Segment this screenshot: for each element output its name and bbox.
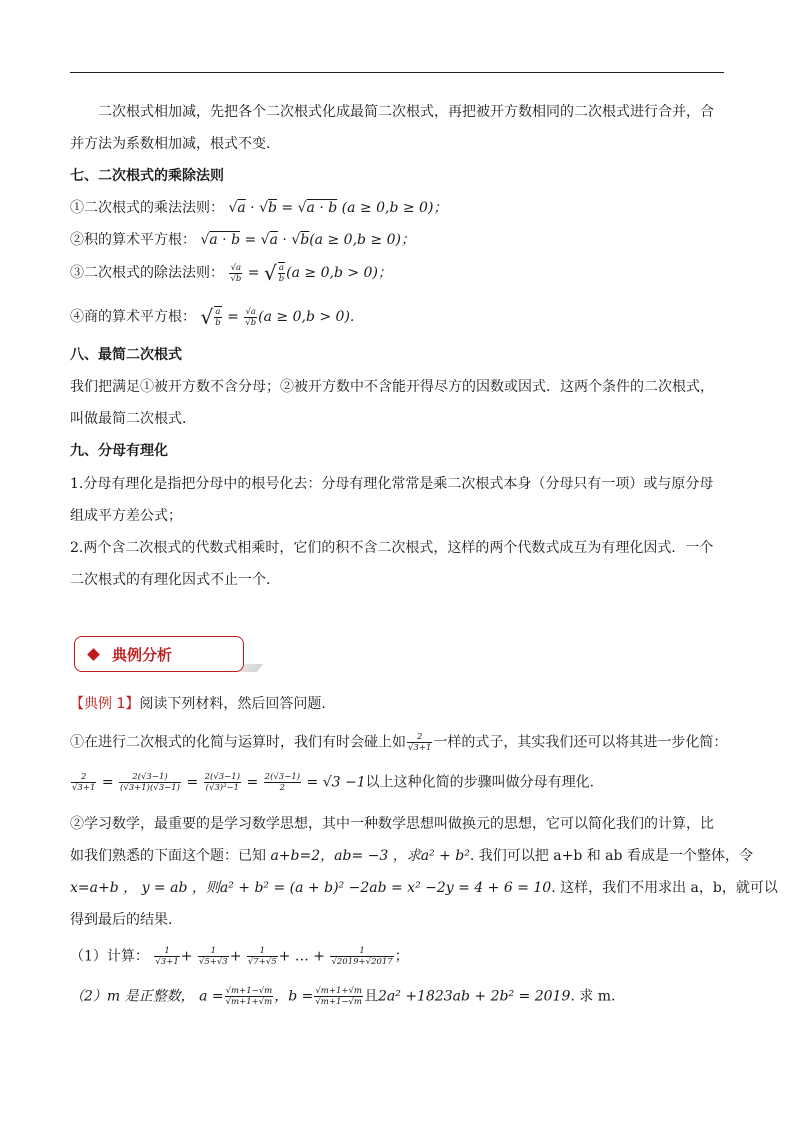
fraction: $\frac{√a}{√b}$ [230,262,242,284]
rule-quotient-root: ④商的算术平方根： √ $\frac{a}{b}$ = $\frac{√a}{√b}$ (a ≥ 0,b > 0). [70,305,355,329]
fraction: $\frac{1}{√5+√3}$ [198,946,228,967]
text: （2）m 是正整数， a = [70,988,224,1005]
rule-division: ③二次根式的除法法则： $\frac{√a}{√b}$ = √ $\frac{a}{b}$ (a ≥ 0,b > 0)； [70,261,392,285]
paragraph-line: 2.两个含二次根式的代数式相乘时，它们的积不含二次根式，这样的两个代数式成互为有理化因式．一个 [70,540,714,556]
text: . 这样，我们不用求出 a，b，就可以 [551,880,778,896]
fraction: $\frac{2(√3-1)}{(√3+1)(√3-1)}$ [120,772,180,793]
formula: a² + b² = (a + b)² −2ab = x² −2y = 4 + 6 = 10 [219,880,552,896]
paragraph-line: ②学习数学，最重要的是学习数学思想，其中一种数学思想叫做换元的思想，它可以简化我们的计算，比 [70,816,714,832]
condition: (a ≥ 0,b > 0)； [286,265,392,281]
example-header-label: 典例分析 [112,645,173,664]
fraction: $\frac{√m+1+√m}{√m+1-√m}$ [315,986,362,1007]
rule-multiplication [70,198,724,218]
question-label: （1）计算： [70,948,149,965]
text: 如我们熟悉的下面这个题：已知 [70,848,271,864]
example-intro-text: 阅读下列材料，然后回答问题. [139,696,326,712]
rule-label: ④商的算术平方根： [70,309,196,325]
text: . 求 m. [570,988,616,1005]
rule-label: ②积的算术平方根： [70,232,196,248]
text: 一样的式子，其实我们还可以将其进一步化简： [433,734,728,751]
formula: a² + b² [420,848,470,864]
fraction: $\frac{2(√3-1)}{2}$ [264,772,301,793]
question-1: （1）计算： $\frac{1}{√3+1}$ + $\frac{1}{√5+√3}$ + $\frac{1}{√7+√5}$ + … + $\frac{1}{√2019+√2017}$ ； [70,946,409,967]
material-2-line [70,846,753,866]
formula: √a · b = √a · √b [200,232,310,248]
example-intro [70,694,724,714]
fraction: $\frac{1}{√2019+√2017}$ [331,946,393,967]
paragraph-line: 我们把满足①被开方数不含分母；②被开方数中不含能开得尽方的因数或因式．这两个条件的二次根式， [70,379,714,395]
fraction: $\frac{2(√3-1)}{\text{(√3)²−1}}$ [204,772,241,793]
text: 以上这种化简的步骤叫做分母有理化. [365,774,595,791]
rule-label: ③二次根式的除法法则： [70,265,224,281]
section-heading: 九、分母有理化 [70,443,168,459]
paragraph-line: 并方法为系数相加减，根式不变. [70,136,271,152]
text: ，b = [274,988,314,1005]
text: . 我们可以把 a+b 和 ab 看成是一个整体，令 [469,848,753,864]
paragraph-line: 得到最后的结果. [70,912,173,928]
paragraph-line: 叫做最简二次根式. [70,411,187,427]
formula: √a · √b = √a · b [228,200,338,216]
paragraph-line: 二次根式的有理化因式不止一个. [70,572,271,588]
fraction: $\frac{√m+1-√m}{√m+1+√m}$ [225,986,273,1007]
fraction: $\frac{1}{√3+1}$ [155,946,179,967]
result: √3 −1 [322,774,366,791]
material-2-line [70,878,778,898]
fraction: $\frac{a}{b}$ [278,263,285,284]
formula: a+b=2，ab= −3 ，求 [270,848,421,864]
example-tag: 【典例 1】 [70,696,140,712]
condition: (a ≥ 0,b ≥ 0)； [341,200,448,216]
diamond-icon [87,648,100,661]
material-1 [70,732,728,753]
question-2 [70,986,724,1007]
paragraph-line: 组成平方差公式； [70,508,182,524]
paragraph-line: 二次根式相加减，先把各个二次根式化成最简二次根式，再把被开方数相同的二次根式进行合并，合 [98,104,714,120]
text: ①在进行二次根式的化简与运算时，我们有时会碰上如 [70,734,406,751]
fraction: $\frac{a}{b}$ [215,307,221,328]
condition: (a ≥ 0,b ≥ 0)； [309,232,415,248]
section-heading: 七、二次根式的乘除法则 [70,168,224,184]
fraction: $\frac{√a}{√b}$ [245,306,257,328]
formula: 2a² +1823ab + 2b² = 2019 [378,988,571,1005]
rule-label: ①二次根式的乘法法则： [70,200,224,216]
fraction: $\frac{2}{√3+1}$ [72,772,96,793]
fraction: $\frac{2}{√3+1}$ [408,732,432,753]
fraction: $\frac{1}{√7+√5}$ [247,946,277,967]
text: ； [394,948,409,965]
rule-product-root [70,230,724,250]
header-rule [70,72,724,73]
text: 且 [364,988,378,1005]
condition: (a ≥ 0,b > 0). [258,309,355,325]
formula: x=a+b ， y = ab ，则 [70,880,220,896]
section-heading: 八、最简二次根式 [70,347,182,363]
material-1-derivation: $\frac{2}{√3+1}$ = $\frac{2(√3-1)}{(√3+1)(√3-1)}$ = $\frac{2(√3-1)}{\text{(√3)²−1}}$ = $\frac{2(√3-1)}{2}$ = √3 −1以上这种化简的步骤叫做分母有理化. [72,772,595,793]
example-section-header [74,636,244,672]
paragraph-line: 1.分母有理化是指把分母中的根号化去：分母有理化常常是乘二次根式本身（分母只有一项）或与原分母 [70,476,714,492]
